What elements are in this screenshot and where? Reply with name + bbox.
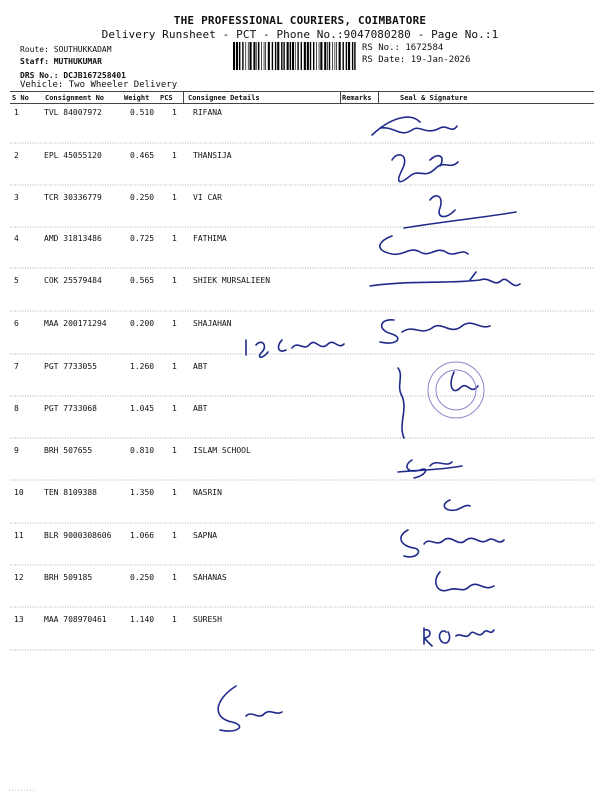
- cell-sno: 11: [14, 531, 24, 540]
- barcode-bar: [297, 42, 298, 70]
- barcode-bar: [348, 42, 350, 70]
- cell-consignment: MAA 200171294: [44, 319, 107, 328]
- table-row: [0, 319, 600, 360]
- barcode-bar: [268, 42, 270, 70]
- cell-sno: 8: [14, 404, 19, 413]
- cell-consignee: ABT: [193, 362, 208, 371]
- barcode-bar: [307, 42, 309, 70]
- cell-sno: 3: [14, 193, 19, 202]
- cell-pcs: 1: [172, 276, 177, 285]
- rs-date: RS Date: 19-Jan-2026: [362, 55, 471, 65]
- cell-sno: 13: [14, 615, 24, 624]
- cell-weight: 0.250: [130, 193, 155, 202]
- footer-mark: ·········: [8, 788, 36, 794]
- rs-info: [362, 42, 470, 66]
- barcode-bar: [324, 42, 326, 70]
- table-row: [0, 531, 600, 572]
- barcode-bar: [283, 42, 284, 70]
- cell-pcs: 1: [172, 446, 177, 455]
- cell-sno: 5: [14, 276, 19, 285]
- barcode-bar: [301, 42, 302, 70]
- cell-sno: 9: [14, 446, 19, 455]
- cell-weight: 1.045: [130, 404, 155, 413]
- table-top-rule: [10, 91, 594, 92]
- barcode-bar: [327, 42, 328, 70]
- cell-pcs: 1: [172, 234, 177, 243]
- cell-consignee: ABT: [193, 404, 208, 413]
- barcode-bar: [304, 42, 306, 70]
- cell-consignment: BRH 509185: [44, 573, 93, 582]
- barcode-bar: [320, 42, 322, 70]
- cell-weight: 0.725: [130, 234, 155, 243]
- column-divider: [378, 91, 379, 103]
- col-header-remarks: Remarks: [342, 94, 372, 102]
- cell-consignee: VI CAR: [193, 193, 222, 202]
- runsheet-info: [20, 44, 126, 82]
- cell-pcs: 1: [172, 488, 177, 497]
- cell-pcs: 1: [172, 319, 177, 328]
- column-divider: [340, 91, 341, 103]
- cell-pcs: 1: [172, 151, 177, 160]
- table-header-rule: [10, 103, 594, 104]
- cell-consignment: COK 25579484: [44, 276, 102, 285]
- drs-label: DRS No.: DCJB167258401: [20, 71, 126, 80]
- cell-sno: 2: [14, 151, 19, 160]
- cell-pcs: 1: [172, 404, 177, 413]
- barcode-bar: [292, 42, 294, 70]
- cell-consignment: TCR 30336779: [44, 193, 102, 202]
- table-row: [0, 151, 600, 192]
- route-label: Route: SOUTHUKKADAM: [20, 45, 112, 54]
- cell-weight: 1.140: [130, 615, 155, 624]
- barcode-bar: [264, 42, 265, 70]
- barcode-bar: [261, 42, 262, 70]
- table-row: [0, 488, 600, 529]
- barcode-bar: [352, 42, 353, 70]
- cell-weight: 1.350: [130, 488, 155, 497]
- cell-consignee: SURESH: [193, 615, 222, 624]
- cell-sno: 7: [14, 362, 19, 371]
- barcode-bar: [310, 42, 311, 70]
- cell-consignee: NASRIN: [193, 488, 222, 497]
- barcode-bar: [287, 42, 289, 70]
- table-row: [0, 615, 600, 656]
- cell-weight: 0.250: [130, 573, 155, 582]
- cell-sno: 1: [14, 108, 19, 117]
- table-row: [0, 234, 600, 275]
- table-row: [0, 362, 600, 403]
- barcode-bar: [275, 42, 276, 70]
- cell-consignment: MAA 708970461: [44, 615, 107, 624]
- page-title: THE PROFESSIONAL COURIERS, COIMBATORE: [173, 14, 427, 27]
- vehicle-label: Vehicle: Two Wheeler Delivery: [20, 80, 178, 90]
- column-divider: [183, 91, 184, 103]
- table-row: [0, 193, 600, 234]
- rs-number: RS No.: 1672584: [362, 43, 444, 53]
- cell-consignment: EPL 45055120: [44, 151, 102, 160]
- barcode-bar: [313, 42, 314, 70]
- barcode-bar: [319, 42, 320, 70]
- cell-weight: 0.810: [130, 446, 155, 455]
- barcode-bar: [253, 42, 255, 70]
- barcode-bar: [250, 42, 252, 70]
- table-row: [0, 573, 600, 614]
- barcode-bar: [281, 42, 282, 70]
- cell-consignment: TVL 84007972: [44, 108, 102, 117]
- cell-pcs: 1: [172, 573, 177, 582]
- col-header-consignee: Consignee Details: [188, 94, 260, 102]
- cell-consignment: AMD 31813486: [44, 234, 102, 243]
- cell-consignee: SAPNA: [193, 531, 218, 540]
- cell-weight: 0.465: [130, 151, 155, 160]
- cell-consignee: RIFANA: [193, 108, 222, 117]
- page-subtitle: Delivery Runsheet - PCT - Phone No.:9047080280 - Page No.:1: [101, 28, 499, 41]
- barcode-bar: [236, 42, 238, 70]
- barcode-bar: [346, 42, 347, 70]
- cell-consignee: ISLAM SCHOOL: [193, 446, 251, 455]
- barcode-bar: [258, 42, 259, 70]
- barcode-bar: [335, 42, 336, 70]
- cell-sno: 6: [14, 319, 19, 328]
- barcode-bar: [343, 42, 344, 70]
- table-row: [0, 404, 600, 445]
- cell-consignment: BLR 9000308606: [44, 531, 112, 540]
- barcode-bar: [242, 42, 243, 70]
- barcode-bar: [245, 42, 246, 70]
- cell-pcs: 1: [172, 615, 177, 624]
- cell-consignment: TEN 8109388: [44, 488, 97, 497]
- cell-weight: 0.565: [130, 276, 155, 285]
- col-header-weight: Weight: [124, 94, 150, 102]
- cell-consignee: SHAJAHAN: [193, 319, 232, 328]
- cell-consignee: SHIEK MURSALIEEN: [193, 276, 271, 285]
- cell-weight: 1.260: [130, 362, 155, 371]
- cell-consignment: PGT 7733055: [44, 362, 97, 371]
- table-row: [0, 446, 600, 487]
- barcode-bar: [316, 42, 317, 70]
- barcode-bar: [332, 42, 333, 70]
- barcode-bar: [329, 42, 330, 70]
- barcode-bar: [248, 42, 249, 70]
- barcode-bar: [277, 42, 279, 70]
- barcode-bar: [233, 42, 235, 70]
- cell-consignment: PGT 7733068: [44, 404, 97, 413]
- col-header-seal: Seal & Signature: [400, 94, 468, 102]
- staff-label: Staff: MUTHUKUMAR: [20, 56, 102, 66]
- table-row: [0, 276, 600, 317]
- cell-pcs: 1: [172, 108, 177, 117]
- cell-weight: 0.510: [130, 108, 155, 117]
- col-header-consignment: Consignment No: [45, 94, 105, 102]
- barcode-bar: [256, 42, 257, 70]
- cell-pcs: 1: [172, 531, 177, 540]
- signature-scribble: [218, 686, 282, 731]
- cell-consignee: FATHIMA: [193, 234, 227, 243]
- cell-weight: 0.200: [130, 319, 155, 328]
- cell-consignment: BRH 507655: [44, 446, 93, 455]
- barcode-bar: [295, 42, 296, 70]
- barcode: [232, 42, 357, 70]
- barcode-bar: [239, 42, 240, 70]
- col-header-pcs: PCS: [160, 94, 173, 102]
- cell-consignee: THANSIJA: [193, 151, 232, 160]
- barcode-bar: [265, 42, 266, 70]
- barcode-bar: [290, 42, 291, 70]
- table-row: [0, 108, 600, 149]
- barcode-bar: [354, 42, 355, 70]
- cell-sno: 4: [14, 234, 19, 243]
- cell-sno: 10: [14, 488, 24, 497]
- cell-pcs: 1: [172, 193, 177, 202]
- barcode-bar: [272, 42, 273, 70]
- cell-sno: 12: [14, 573, 24, 582]
- cell-consignee: SAHANAS: [193, 573, 227, 582]
- cell-weight: 1.066: [130, 531, 155, 540]
- barcode-bar: [336, 42, 337, 70]
- cell-pcs: 1: [172, 362, 177, 371]
- col-header-sno: S No: [12, 94, 29, 102]
- barcode-bar: [339, 42, 341, 70]
